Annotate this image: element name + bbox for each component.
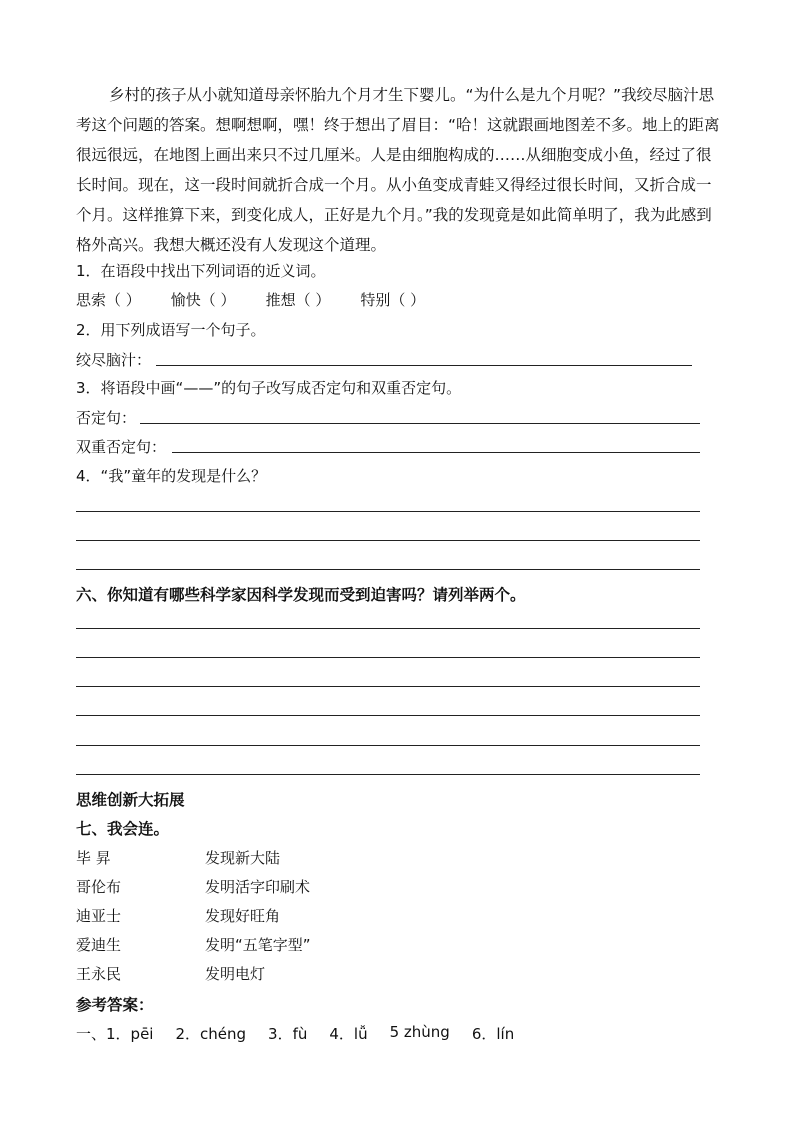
answer-line[interactable] — [76, 569, 700, 570]
answer-list — [76, 1023, 536, 1044]
answer-line[interactable] — [76, 511, 700, 512]
section-7-title: 七、我会连。 — [76, 820, 170, 838]
answer-line[interactable] — [76, 628, 700, 629]
section-6-title: 六、你知道有哪些科学家因科学发现而受到迫害吗？请列举两个。 — [76, 586, 526, 604]
synonym-blank[interactable]: 特别（ ） — [360, 291, 426, 309]
answer-line[interactable] — [76, 686, 700, 687]
answers-title: 参考答案： — [76, 996, 154, 1014]
match-right-item[interactable]: 发明活字印刷术 — [205, 878, 311, 896]
match-left-item[interactable]: 迪亚士 — [76, 907, 122, 925]
double-negative-label: 双重否定句： — [76, 438, 167, 456]
answer-line[interactable] — [76, 657, 700, 658]
question-2-prompt: 2．用下列成语写一个句子。 — [76, 321, 266, 339]
match-left-item[interactable]: 王永民 — [76, 965, 122, 983]
answer-item: 4．lǚ — [329, 1025, 368, 1043]
answer-line[interactable] — [156, 365, 692, 366]
answer-line[interactable] — [140, 423, 700, 424]
match-right-item[interactable]: 发明电灯 — [205, 965, 266, 983]
question-1-prompt: 1．在语段中找出下列词语的近义词。 — [76, 262, 326, 280]
synonym-blanks — [76, 289, 455, 310]
answer-line[interactable] — [76, 745, 700, 746]
reading-passage — [76, 80, 720, 260]
match-left-item[interactable]: 哥伦布 — [76, 878, 122, 896]
extension-title: 思维创新大拓展 — [76, 791, 185, 809]
answer-line[interactable] — [76, 540, 700, 541]
answer-line[interactable] — [172, 452, 700, 453]
negative-sentence-label: 否定句： — [76, 409, 137, 427]
match-left-item[interactable]: 爱迪生 — [76, 936, 122, 954]
passage-paragraph: 乡村的孩子从小就知道母亲怀胎九个月才生下婴儿。“为什么是九个月呢？”我绞尽脑汁思考这个问题的答案。想啊想啊，嘿！终于想出了眉目：“哈！这就跟画地图差不多。地上的距离很远很远，在地图上画出来只不过几厘米。人是由细胞构成的……从细胞变成小鱼，经过了很长时间。现在，这一段时间就折合成一个月。从小鱼变成青蛙又得经过很长时间，又折合成一个月。这样推算下来，到变化成人，正好是九个月。”我的发现竟是如此简单明了，我为此感到格外高兴。我想大概还没有人发现这个道理。 — [76, 86, 720, 254]
match-left-item[interactable]: 毕 昇 — [76, 849, 111, 867]
idiom-label: 绞尽脑汁： — [76, 351, 152, 369]
answer-item: 3．fù — [268, 1025, 308, 1043]
match-right-item[interactable]: 发明“五笔字型” — [205, 936, 311, 954]
question-3-prompt: 3．将语段中画“——”的句子改写成否定句和双重否定句。 — [76, 379, 462, 397]
answer-line[interactable] — [76, 715, 700, 716]
synonym-blank[interactable]: 推想（ ） — [265, 291, 331, 309]
answer-line[interactable] — [76, 774, 700, 775]
answer-item: 2．chéng — [175, 1025, 247, 1043]
answer-item: 6．lín — [471, 1025, 515, 1043]
synonym-blank[interactable]: 愉快（ ） — [170, 291, 236, 309]
match-right-item[interactable]: 发现好旺角 — [205, 907, 281, 925]
answer-item: 一、1．pēi — [76, 1025, 154, 1043]
question-4-prompt: 4．“我”童年的发现是什么？ — [76, 467, 267, 485]
synonym-blank[interactable]: 思索（ ） — [76, 291, 141, 309]
answer-item: 5 zhùng — [389, 1023, 450, 1041]
match-right-item[interactable]: 发现新大陆 — [205, 849, 281, 867]
